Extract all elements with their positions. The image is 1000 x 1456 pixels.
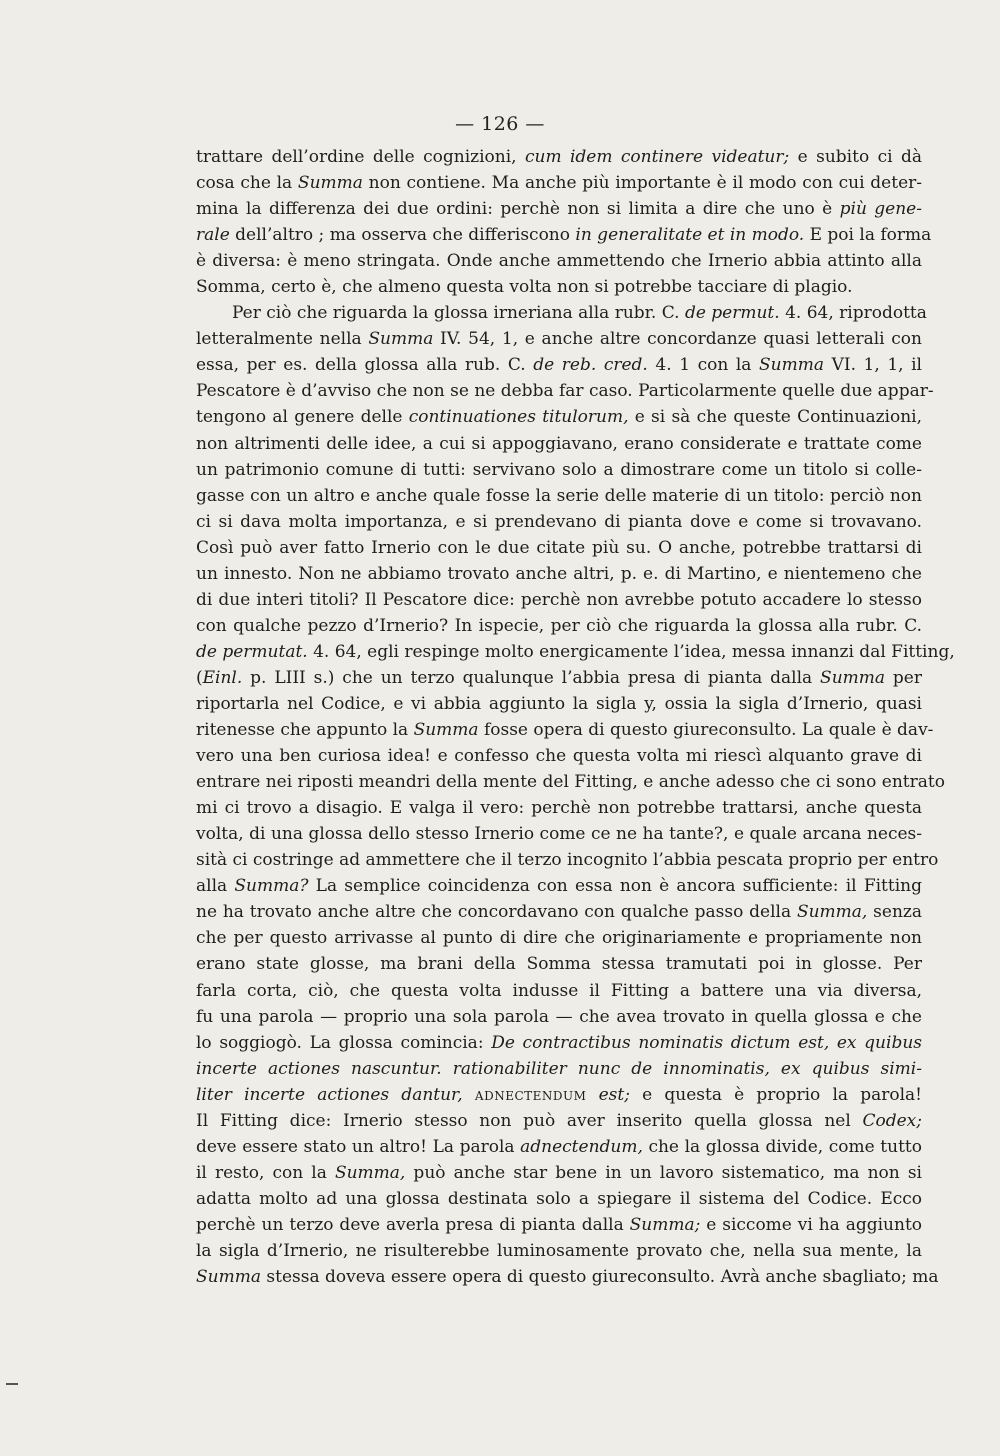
text-line xyxy=(196,1264,939,1290)
text-segment: che per questo arrivasse al punto di dire che originariamente e propriamente non xyxy=(196,928,922,949)
text-line xyxy=(196,717,934,743)
text-segment: fu una parola — proprio una sola parola — che avea trovato in quella glossa e che xyxy=(196,1006,922,1027)
text-segment: più gene- xyxy=(839,199,922,220)
text-segment: p. LIII s.) che un terzo qualunque l’abbia presa di pianta dalla xyxy=(242,667,821,688)
text-segment: di due interi titoli? Il Pescatore dice: perchè non avrebbe potuto accadere lo stesso xyxy=(196,589,922,610)
text-segment: Einl. xyxy=(202,667,243,688)
text-segment: gasse con un altro e anche quale fosse la serie delle materie di un titolo: perciò non xyxy=(196,485,922,506)
text-segment: liter incerte actiones dantur, xyxy=(196,1084,463,1105)
text-segment: Codex; xyxy=(862,1110,922,1131)
text-segment: dell’altro ; ma osserva che differiscono xyxy=(229,225,576,246)
text-line xyxy=(196,170,922,196)
text-segment: la sigla d’Irnerio, ne risulterebbe luminosamente provato che, nella sua mente, la xyxy=(196,1240,922,1261)
text-segment: E poi la forma xyxy=(804,225,932,246)
body-text xyxy=(196,144,955,1290)
text-line xyxy=(196,665,922,691)
text-line xyxy=(196,1004,922,1030)
text-line xyxy=(196,509,922,535)
text-line xyxy=(196,1108,922,1134)
text-segment: ci si dava molta importanza, e si prendevano di pianta dove e come si trovavano. xyxy=(196,511,922,532)
text-segment: rale xyxy=(196,225,230,246)
text-segment: 4. 64, riprodotta xyxy=(779,303,927,324)
page-number: — 126 — xyxy=(455,113,545,135)
text-segment: ritenesse che appunto la xyxy=(196,720,414,741)
text-segment: farla corta, ciò, che questa volta indusse il Fitting a battere una via diversa, xyxy=(196,980,922,1001)
text-segment: e siccome vi ha aggiunto xyxy=(700,1214,923,1235)
text-segment: adnectendum, xyxy=(520,1136,643,1157)
text-segment: 4. 1 con la xyxy=(647,355,760,376)
text-segment: Il Fitting dice: Irnerio stesso non può aver inserito quella glossa nel xyxy=(196,1110,863,1131)
text-line xyxy=(196,404,922,430)
text-line xyxy=(196,1056,922,1082)
text-line xyxy=(196,300,927,326)
text-segment: adnectendum xyxy=(474,1084,587,1105)
text-line xyxy=(196,1082,922,1108)
text-segment: mina la differenza dei due ordini: perchè non si limita a dire che uno è xyxy=(196,199,840,220)
text-segment: per xyxy=(885,667,922,688)
text-segment: est; xyxy=(586,1084,630,1105)
text-segment: non contiene. Ma anche più importante è il modo con cui deter- xyxy=(362,173,922,194)
text-segment: Per ciò che riguarda la glossa irneriana alla rubr. C. xyxy=(232,303,685,324)
text-line xyxy=(196,639,955,665)
text-line xyxy=(196,196,922,222)
margin-mark xyxy=(6,1383,18,1385)
text-line xyxy=(196,951,922,977)
text-segment: Summa xyxy=(413,720,479,741)
text-segment: in generalitate et in modo. xyxy=(575,225,805,246)
text-line xyxy=(196,483,922,509)
text-segment xyxy=(463,1085,475,1105)
text-segment: perchè un terzo deve averla presa di pianta dalla xyxy=(196,1214,630,1235)
text-line xyxy=(196,144,922,170)
text-segment: volta, di una glossa dello stesso Irnerio come ce ne ha tante?, e quale arcana neces- xyxy=(196,824,922,845)
text-line xyxy=(196,691,922,717)
text-line xyxy=(196,222,932,248)
text-segment: Summa? xyxy=(234,876,309,897)
text-line xyxy=(196,769,945,795)
text-line xyxy=(196,1238,922,1264)
text-line xyxy=(196,873,922,899)
text-segment: entrare nei riposti meandri della mente del Fitting, e anche adesso che ci sono entrato xyxy=(196,772,945,793)
text-segment: VI. 1, 1, il xyxy=(824,355,922,376)
text-line xyxy=(196,978,922,1004)
text-segment: trattare dell’ordine delle cognizioni, xyxy=(196,147,525,167)
text-segment: cum idem continere videatur; xyxy=(524,147,790,167)
text-segment: che la glossa divide, come tutto xyxy=(642,1136,922,1157)
text-segment: de permutat. xyxy=(196,641,308,662)
text-segment: alla xyxy=(196,876,235,897)
text-segment: Summa xyxy=(368,329,434,350)
text-segment: Summa xyxy=(196,1267,261,1288)
text-line xyxy=(196,613,922,639)
text-segment: continuationes titulorum, xyxy=(408,407,629,428)
text-line xyxy=(196,378,934,404)
text-segment: Summa, xyxy=(334,1162,406,1183)
text-segment: un patrimonio comune di tutti: servivano solo a dimostrare come un titolo si colle- xyxy=(196,459,922,480)
text-segment: e si sà che queste Continuazioni, xyxy=(628,407,922,428)
text-segment: mi ci trovo a disagio. E valga il vero: perchè non potrebbe trattarsi, anche questa xyxy=(196,798,922,819)
text-line xyxy=(196,1160,922,1186)
text-segment: 4. 64, egli respinge molto energicamente l’idea, messa innanzi dal Fitting, xyxy=(307,641,955,662)
text-segment: IV. 54, 1, e anche altre concordanze quasi letterali con xyxy=(433,329,922,350)
text-segment: lo soggiogò. La glossa comincia: xyxy=(196,1032,492,1053)
text-segment: adatta molto ad una glossa destinata solo a spiegare il sistema del Codice. Ecco xyxy=(196,1188,922,1209)
text-line xyxy=(196,561,922,587)
text-line xyxy=(196,899,922,925)
text-segment: ne ha trovato anche altre che concordavano con qualche passo della xyxy=(196,902,797,923)
text-segment: e questa è proprio la parola! xyxy=(629,1084,923,1105)
text-segment: de permut. xyxy=(684,303,780,324)
text-line xyxy=(196,743,922,769)
text-segment: deve essere stato un altro! La parola xyxy=(196,1136,521,1157)
text-line xyxy=(196,248,922,274)
text-segment: La semplice coincidenza con essa non è ancora sufficiente: il Fitting xyxy=(308,876,922,897)
text-segment: Summa, xyxy=(796,902,868,923)
text-segment: vero una ben curiosa idea! e confesso che questa volta mi riescì alquanto grave di xyxy=(196,746,922,767)
text-segment: il resto, con la xyxy=(196,1162,335,1183)
text-segment: senza xyxy=(867,902,922,923)
text-line xyxy=(196,795,922,821)
text-segment: può anche star bene in un lavoro sistematico, ma non si xyxy=(405,1162,922,1183)
text-segment: ( xyxy=(196,667,203,688)
text-segment: letteralmente nella xyxy=(196,329,369,350)
text-line xyxy=(196,274,922,300)
text-segment: riportarla nel Codice, e vi abbia aggiunto la sigla y, ossia la sigla d’Irnerio, quasi xyxy=(196,693,922,714)
text-line xyxy=(196,1030,922,1056)
text-segment: è diversa: è meno stringata. Onde anche ammettendo che Irnerio abbia attinto alla xyxy=(196,251,922,272)
text-segment: con qualche pezzo d’Irnerio? In ispecie, per ciò che riguarda la glossa alla rubr. C. xyxy=(196,615,922,636)
text-segment: erano state glosse, ma brani della Somma stessa tramutati poi in glosse. Per xyxy=(196,954,922,975)
text-line xyxy=(196,1134,922,1160)
text-segment: cosa che la xyxy=(196,173,298,194)
text-segment: de reb. cred. xyxy=(533,355,648,376)
text-segment: Pescatore è d’avviso che non se ne debba far caso. Particolarmente quelle due appar- xyxy=(196,381,934,402)
text-line xyxy=(196,1186,922,1212)
text-line xyxy=(196,587,922,613)
text-line xyxy=(196,535,922,561)
text-segment: Somma, certo è, che almeno questa volta non si potrebbe tacciare di plagio. xyxy=(196,277,853,298)
text-segment: Summa xyxy=(759,355,824,376)
text-line xyxy=(196,821,922,847)
text-segment: fosse opera di questo giureconsulto. La quale è dav- xyxy=(478,720,934,741)
text-segment: stessa doveva essere opera di questo giureconsulto. Avrà anche sbagliato; ma xyxy=(260,1267,939,1288)
text-segment: Così può aver fatto Irnerio con le due citate più su. O anche, potrebbe trattarsi di xyxy=(196,537,922,558)
text-segment: sità ci costringe ad ammettere che il terzo incognito l’abbia pescata proprio per entro xyxy=(196,850,939,871)
text-segment: De contractibus nominatis dictum est, ex quibus xyxy=(491,1032,922,1053)
text-line xyxy=(196,326,922,352)
text-line xyxy=(196,847,939,873)
text-segment: un innesto. Non ne abbiamo trovato anche altri, p. e. di Martino, e nientemeno che xyxy=(196,563,922,584)
text-segment: non altrimenti delle idee, a cui si appoggiavano, erano considerate e trattate come xyxy=(196,433,922,454)
text-segment: Summa xyxy=(820,667,886,688)
text-segment: Summa xyxy=(297,173,363,194)
text-segment: tengono al genere delle xyxy=(196,407,409,428)
text-line xyxy=(196,431,922,457)
text-line xyxy=(196,457,922,483)
text-line xyxy=(196,352,922,378)
text-segment: e subito ci dà xyxy=(789,147,922,167)
text-segment: incerte actiones nascuntur. rationabiliter nunc de innominatis, ex quibus simi- xyxy=(196,1058,922,1079)
text-segment: Summa; xyxy=(629,1214,701,1235)
text-line xyxy=(196,925,922,951)
text-segment: essa, per es. della glossa alla rub. C. xyxy=(196,355,534,376)
text-line xyxy=(196,1212,922,1238)
